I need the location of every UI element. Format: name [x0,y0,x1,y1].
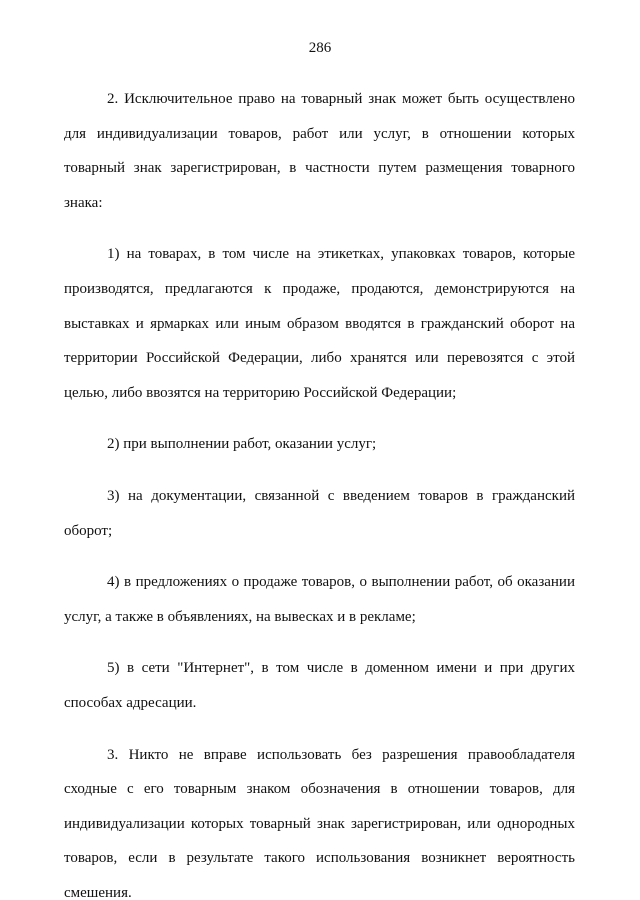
list-item-5-internet: 5) в сети "Интернет", в том числе в доменном имени и при других способах адресации. [64,660,575,711]
paragraph-clause-3: 3. Никто не вправе использовать без разрешения правообладателя сходные с его товарным знаком обозначения в отношении товаров, для индивидуализации которых товарный знак зарегистрирован, или однородных товаров, если в результате такого использования возникнет вероятность смешения. [64,746,575,900]
list-item-4-offers-advertising: 4) в предложениях о продаже товаров, о выполнении работ, об оказании услуг, а также в объявлениях, на вывесках и в рекламе; [64,574,575,625]
paragraph-clause-2: 2. Исключительное право на товарный знак может быть осуществлено для индивидуализации товаров, работ или услуг, в отношении которых товарный знак зарегистрирован, в частности путем размещения товарного знака: [64,91,575,211]
list-item-3-documentation: 3) на документации, связанной с введением товаров в гражданский оборот; [64,487,575,539]
page-number: 286 [308,40,332,56]
list-item-1-goods: 1) на товарах, в том числе на этикетках, упаковках товаров, которые производятся, предлагаются к продаже, продаются, демонстрируются на выставках и ярмарках или иным образом вводятся в гражданский оборот на территории Российской Федерации, либо хранятся или перевозятся с этой целью, либо ввозятся на территорию Российской Федерации; [64,246,575,401]
list-item-2-works-services: 2) при выполнении работ, оказании услуг; [107,436,377,453]
document-body [64,82,575,900]
